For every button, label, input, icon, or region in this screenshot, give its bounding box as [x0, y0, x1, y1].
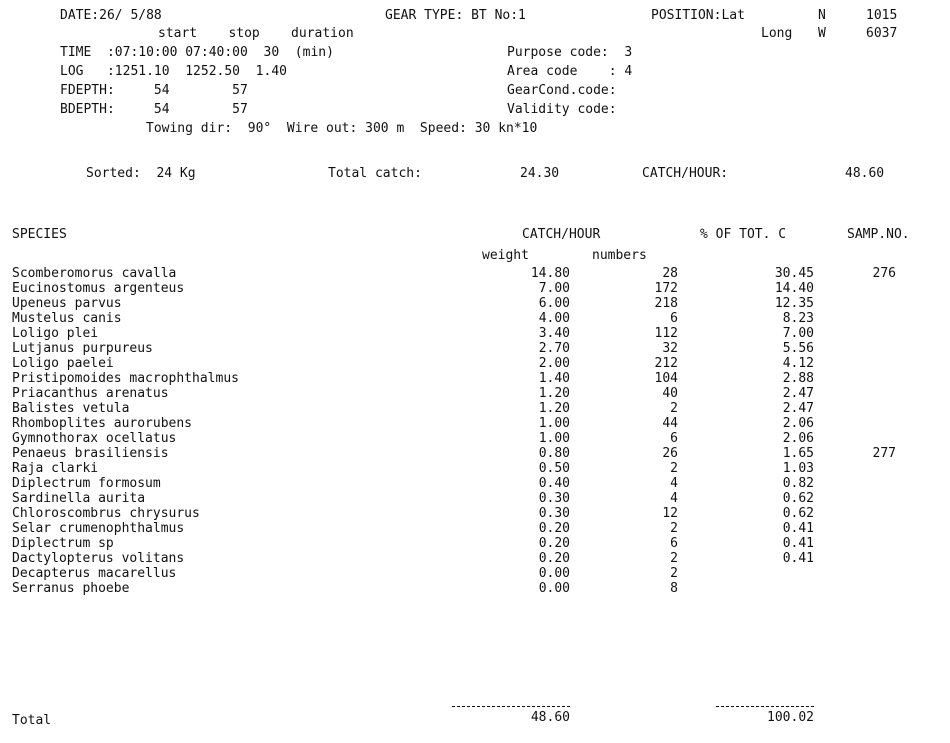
species-cell: Rhomboplites aurorubens [12, 416, 193, 431]
weight-cell: 0.30 [538, 506, 570, 521]
percent-cell [730, 581, 814, 596]
lat-hemisphere: N [818, 8, 826, 23]
towing-info: Towing dir: 90° Wire out: 300 m Speed: 30 kn*10 [146, 121, 538, 136]
species-column [12, 266, 472, 596]
sample-number-cell [840, 296, 896, 311]
sample-number-cell: 276 [872, 266, 896, 281]
percent-cell: 2.47 [782, 386, 814, 401]
numbers-cell: 2 [670, 521, 678, 536]
species-cell: Lutjanus purpureus [12, 341, 153, 356]
percent-cell [730, 566, 814, 581]
validity-code: Validity code: [507, 102, 617, 117]
start-stop-header: start stop duration [158, 26, 354, 41]
species-cell: Priacanthus arenatus [12, 386, 169, 401]
weight-total-rule [452, 706, 570, 707]
weight-cell: 0.40 [538, 476, 570, 491]
percent-cell: 0.82 [782, 476, 814, 491]
numbers-cell: 218 [654, 296, 678, 311]
numbers-cell: 2 [670, 401, 678, 416]
percent-cell: 8.23 [782, 311, 814, 326]
numbers-cell: 12 [662, 506, 678, 521]
species-cell: Sardinella aurita [12, 491, 146, 506]
percent-cell: 2.06 [782, 416, 814, 431]
sample-number-cell [840, 401, 896, 416]
weight-header: weight [482, 248, 529, 263]
species-cell: Mustelus canis [12, 311, 122, 326]
numbers-cell: 2 [670, 551, 678, 566]
species-cell: Pristipomoides macrophthalmus [12, 371, 239, 386]
sample-number-cell [840, 341, 896, 356]
weight-cell: 4.00 [538, 311, 570, 326]
weight-cell: 0.50 [538, 461, 570, 476]
weight-cell: 2.00 [538, 356, 570, 371]
percent-cell: 12.35 [774, 296, 814, 311]
numbers-cell: 2 [670, 566, 678, 581]
sample-number-cell [840, 416, 896, 431]
sample-number-column [840, 266, 896, 596]
percent-cell: 1.65 [782, 446, 814, 461]
percent-cell: 2.88 [782, 371, 814, 386]
sample-number-cell [840, 326, 896, 341]
numbers-header: numbers [592, 248, 647, 263]
numbers-cell: 112 [654, 326, 678, 341]
species-cell: Diplectrum formosum [12, 476, 161, 491]
numbers-cell: 212 [654, 356, 678, 371]
species-cell: Upeneus parvus [12, 296, 122, 311]
area-code: Area code : 4 [507, 64, 633, 79]
numbers-cell: 6 [670, 536, 678, 551]
weight-cell: 0.20 [538, 521, 570, 536]
numbers-cell: 28 [662, 266, 678, 281]
species-cell: Loligo paelei [12, 356, 114, 371]
weight-cell: 2.70 [538, 341, 570, 356]
weight-cell: 0.00 [538, 581, 570, 596]
sample-number-cell [840, 461, 896, 476]
numbers-cell: 8 [670, 581, 678, 596]
sample-number-cell: 277 [872, 446, 896, 461]
weight-cell: 6.00 [538, 296, 570, 311]
bdepth-row: BDEPTH: 54 57 [60, 102, 248, 117]
sample-number-cell [840, 371, 896, 386]
weight-cell: 0.80 [538, 446, 570, 461]
percent-cell: 30.45 [774, 266, 814, 281]
percent-cell: 5.56 [782, 341, 814, 356]
date-label: DATE:26/ 5/88 [60, 8, 162, 23]
percent-cell: 2.47 [782, 401, 814, 416]
species-cell: Loligo plei [12, 326, 99, 341]
sample-number-cell [840, 521, 896, 536]
numbers-cell: 4 [670, 476, 678, 491]
sample-number-cell [840, 476, 896, 491]
species-cell: Raja clarki [12, 461, 99, 476]
species-cell: Chloroscombrus chrysurus [12, 506, 200, 521]
percent-cell: 7.00 [782, 326, 814, 341]
weight-cell: 1.20 [538, 386, 570, 401]
total-catch-label: Total catch: [328, 166, 422, 181]
gear-type: GEAR TYPE: BT No:1 [385, 8, 526, 23]
species-header: SPECIES [12, 227, 67, 242]
percent-cell: 2.06 [782, 431, 814, 446]
sample-number-cell [840, 386, 896, 401]
numbers-cell: 4 [670, 491, 678, 506]
numbers-cell: 2 [670, 461, 678, 476]
numbers-cell: 40 [662, 386, 678, 401]
species-cell: Selar crumenophthalmus [12, 521, 185, 536]
weight-cell: 14.80 [530, 266, 570, 281]
weight-cell: 0.20 [538, 536, 570, 551]
catch-hour-value: 48.60 [845, 166, 885, 181]
weight-cell: 3.40 [538, 326, 570, 341]
sample-number-cell [840, 551, 896, 566]
percent-cell: 0.41 [782, 536, 814, 551]
percent-cell: 0.62 [782, 491, 814, 506]
numbers-cell: 6 [670, 431, 678, 446]
numbers-cell: 172 [654, 281, 678, 296]
fdepth-row: FDEPTH: 54 57 [60, 83, 248, 98]
weight-cell: 1.40 [538, 371, 570, 386]
weight-cell: 7.00 [538, 281, 570, 296]
percent-cell: 1.03 [782, 461, 814, 476]
numbers-cell: 104 [654, 371, 678, 386]
total-catch-value: 24.30 [520, 166, 560, 181]
percent-column [730, 266, 814, 596]
weight-column [470, 266, 570, 596]
species-cell: Penaeus brasiliensis [12, 446, 169, 461]
time-row: TIME :07:10:00 07:40:00 30 (min) [60, 45, 334, 60]
sample-number-cell [840, 491, 896, 506]
numbers-cell: 26 [662, 446, 678, 461]
weight-cell: 0.30 [538, 491, 570, 506]
species-cell: Balistes vetula [12, 401, 130, 416]
total-weight: 48.60 [530, 710, 570, 725]
sample-number-cell [840, 536, 896, 551]
weight-cell: 0.20 [538, 551, 570, 566]
sample-number-cell [840, 311, 896, 326]
lat-value: 1015 [866, 8, 898, 23]
weight-cell: 1.00 [538, 416, 570, 431]
numbers-cell: 44 [662, 416, 678, 431]
percent-cell: 4.12 [782, 356, 814, 371]
percent-total-header: % OF TOT. C [700, 227, 787, 242]
percent-cell: 0.41 [782, 521, 814, 536]
percent-total-rule [716, 706, 814, 707]
purpose-code: Purpose code: 3 [507, 45, 633, 60]
total-label: Total [12, 713, 52, 728]
weight-cell: 1.20 [538, 401, 570, 416]
species-cell: Serranus phoebe [12, 581, 130, 596]
position-lat-label: POSITION:Lat [651, 8, 745, 23]
weight-cell: 0.00 [538, 566, 570, 581]
sample-number-header: SAMP.NO. [847, 227, 910, 242]
numbers-cell: 32 [662, 341, 678, 356]
long-hemisphere: W [818, 26, 826, 41]
species-cell: Decapterus macarellus [12, 566, 177, 581]
long-value: 6037 [866, 26, 898, 41]
percent-cell: 0.41 [782, 551, 814, 566]
log-row: LOG :1251.10 1252.50 1.40 [60, 64, 287, 79]
sample-number-cell [840, 506, 896, 521]
numbers-cell: 6 [670, 311, 678, 326]
species-cell: Eucinostomus argenteus [12, 281, 185, 296]
sample-number-cell [840, 581, 896, 596]
percent-cell: 0.62 [782, 506, 814, 521]
numbers-column [600, 266, 678, 596]
sample-number-cell [840, 281, 896, 296]
long-label: Long [761, 26, 793, 41]
weight-cell: 1.00 [538, 431, 570, 446]
sample-number-cell [840, 356, 896, 371]
sorted-weight: Sorted: 24 Kg [86, 166, 196, 181]
catch-hour-header: CATCH/HOUR [522, 227, 601, 242]
species-cell: Dactylopterus volitans [12, 551, 185, 566]
percent-cell: 14.40 [774, 281, 814, 296]
total-percent: 100.02 [767, 710, 814, 725]
sample-number-cell [840, 431, 896, 446]
sample-number-cell [840, 566, 896, 581]
species-cell: Scomberomorus cavalla [12, 266, 177, 281]
species-cell: Diplectrum sp [12, 536, 114, 551]
catch-hour-label: CATCH/HOUR: [642, 166, 729, 181]
gear-condition-code: GearCond.code: [507, 83, 617, 98]
species-cell: Gymnothorax ocellatus [12, 431, 177, 446]
